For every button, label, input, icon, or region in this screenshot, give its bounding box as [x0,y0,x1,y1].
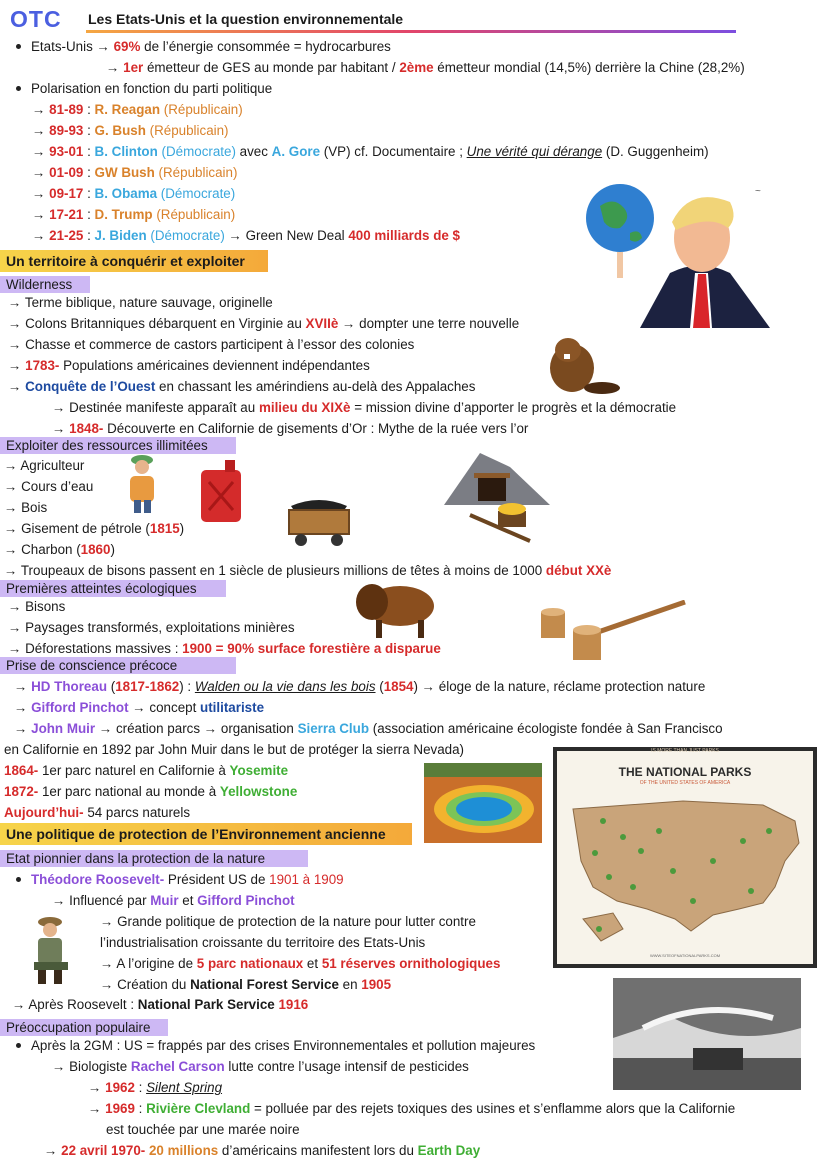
text: ( [375,679,384,694]
trump-globe-illustration [580,178,785,328]
text: utilitariste [200,700,265,715]
title-underline [86,30,736,33]
atteinte-line [8,640,441,658]
text: émetteur mondial (14,5%) derrière la Chine (28,2%) [433,60,745,75]
populaire-line [44,1142,480,1160]
party: (Républicain) [158,165,238,180]
party: (Républicain) [149,123,229,138]
text: Conquête de l’Ouest [25,379,156,394]
subsection-populaire: Préoccupation populaire [0,1019,168,1036]
tree-stumps-illustration [535,600,700,662]
text: → [88,1080,106,1095]
text: Polarisation en fonction du parti politique [31,81,273,96]
text: 22 avril 1970- [61,1143,146,1158]
gas-can-illustration [195,456,247,526]
text: et [178,893,198,908]
pionnier-line [12,871,344,889]
text: → [8,358,26,373]
president-row: → 81-89 : R. Reagan (Républicain) [32,102,243,117]
text: → création parcs → organisation [95,721,298,736]
text: → Troupeaux de bisons passent en 1 siècle de plusieurs millions de têtes à moins de 1000 [4,563,546,578]
gold-mine-illustration [440,445,560,545]
text: Earth Day [417,1143,481,1158]
ressource-item [4,541,115,559]
text: en [338,977,362,992]
text: → Déforestations massives : [8,641,183,656]
text: XVIIè [305,316,339,331]
intro-line-1 [12,38,391,56]
conscience-line [4,804,190,822]
text: ) [179,521,185,536]
text: (VP) cf. Documentaire ; [320,144,467,159]
ressource-item: → Agriculteur [4,458,85,473]
conscience-line [14,699,264,717]
text: → Charbon ( [4,542,81,557]
name: GW Bush [94,165,155,180]
section-title-politique: Une politique de protection de l’Environnement ancienne [0,823,412,845]
text: → Après Roosevelt : [12,997,138,1012]
text: en chassant les amérindiens au-delà des Appalaches [155,379,476,394]
text: → Destinée manifeste apparaît au [52,400,259,415]
text: → [88,1101,106,1116]
text: 1901 à 1909 [269,872,344,887]
text: ) : [179,679,195,694]
text: 1er [123,60,144,75]
populaire-line [52,1058,469,1076]
roosevelt-illustration [20,912,84,986]
text: → concept [128,700,201,715]
text: milieu du XIXè [258,400,351,415]
text: Rivière Clevland [146,1101,251,1116]
text: Théodore Roosevelt- [31,872,165,887]
river-fire-photo [613,978,801,1090]
text: 1783- [25,358,60,373]
pionnier-line [52,892,295,910]
text: Découverte en Californie de gisements d’Or : Mythe de la ruée vers l’or [103,421,529,436]
text: 5 parc nationaux [196,956,304,971]
populaire-line: est touchée par une marée noire [106,1122,300,1137]
beaver-illustration [540,332,620,396]
text: 1815 [149,521,180,536]
ressource-item [4,562,611,580]
film-title: Une vérité qui dérange [466,144,603,159]
ressource-item [4,520,184,538]
text: 1854 [383,679,414,694]
text: avec [235,144,272,159]
bullet-icon [16,44,21,49]
text: → [106,60,124,75]
text: 1872- [4,784,39,799]
text: 20 millions [145,1143,219,1158]
subsection-pionnier: Etat pionnier dans la protection de la nature [0,850,308,867]
text: → [8,379,26,394]
text: (association américaine écologiste fondée à San Francisco [369,721,723,736]
logo: OTC [10,6,62,32]
text: → Colons Britanniques débarquent en Virginie au [8,316,306,331]
text: Silent Spring [146,1080,223,1095]
conscience-line [4,783,297,801]
text: → Gisement de pétrole ( [4,521,150,536]
atteinte-line: → Paysages transformés, exploitations minières [8,620,295,635]
text: Walden ou la vie dans les bois [194,679,376,694]
years: 93-01 [49,144,84,159]
us-map-shape [563,791,807,951]
farmer-illustration [118,452,166,514]
president-row: → 93-01 : B. Clinton (Démocrate) avec A. Gore (VP) cf. Documentaire ; Une vérité qui dérange (D. Guggenheim) [32,144,709,159]
party: (Républicain) [156,207,236,222]
text: → A l’origine de [100,956,197,971]
text: ( [107,679,116,694]
page-title: Les Etats-Unis et la question environnementale [88,11,404,27]
name: D. Trump [94,207,153,222]
conscience-line [4,762,288,780]
populaire-line [12,1037,535,1055]
text: = polluée par des rejets toxiques des usines et s’enflamme alors que la Californie [250,1101,736,1116]
text: Yosemite [229,763,289,778]
years: 01-09 [49,165,84,180]
text: → [14,700,32,715]
text: 1er parc national au monde à [38,784,220,799]
text: lutte contre l’usage intensif de pesticides [224,1059,469,1074]
text: d’américains manifestent lors du [218,1143,418,1158]
text: 1848- [69,421,104,436]
text: : [134,1080,147,1095]
text: → dompter une terre nouvelle [338,316,520,331]
text: HD Thoreau [31,679,108,694]
atteinte-line: → Bisons [8,599,66,614]
name: B. Clinton [94,144,158,159]
president-row: → 01-09 : GW Bush (Républicain) [32,165,238,180]
years: 09-17 [49,186,84,201]
years: 21-25 [49,228,84,243]
text: ) [110,542,115,557]
name: R. Reagan [94,102,161,117]
text: → Influencé par [52,893,151,908]
wilderness-line: → Terme biblique, nature sauvage, originelle [8,295,273,310]
vp-name: A. Gore [271,144,321,159]
populaire-line [88,1100,735,1118]
text: → [44,1143,62,1158]
text: → [14,721,32,736]
years: 81-89 [49,102,84,117]
text: Gifford Pinchot [197,893,295,908]
pionnier-line [100,955,500,973]
svg-text:~: ~ [755,186,761,197]
text: ) → éloge de la nature, réclame protection nature [413,679,706,694]
pionnier-line: l’industrialisation croissante du territoire des Etats-Unis [100,935,426,950]
text: Gifford Pinchot [31,700,129,715]
text: John Muir [31,721,96,736]
bullet-icon [16,877,21,882]
pionnier-line: → Grande politique de protection de la nature pour lutter contre [100,914,476,929]
text: et [303,956,322,971]
name: B. Obama [94,186,158,201]
bison-illustration [350,578,446,640]
years: 17-21 [49,207,84,222]
amount: 400 milliards de $ [348,228,460,243]
text: 1er parc naturel en Californie à [38,763,230,778]
wilderness-line [8,357,370,375]
bullet-icon [16,86,21,91]
map-subtitle: OF THE UNITED STATES OF AMERICA [639,780,731,786]
president-row: → 89-93 : G. Bush (Républicain) [32,123,229,138]
text: de l’énergie consommée = hydrocarbures [140,39,391,54]
ressource-item: → Cours d’eau [4,479,94,494]
map-banner: IS MORE THAN JUST PARKS [651,748,719,754]
coal-cart-illustration [283,496,355,548]
populaire-line [88,1079,222,1097]
president-row: → 09-17 : B. Obama (Démocrate) [32,186,236,201]
text: 1969 [105,1101,135,1116]
text: 51 réserves ornithologiques [321,956,501,971]
text: 1900 = 90% surface forestière a disparue [182,641,441,656]
text: National Forest Service [190,977,339,992]
text: 54 parcs naturels [83,805,191,820]
text: (D. Guggenheim) [602,144,709,159]
text: Muir [150,893,179,908]
text: = mission divine d’apporter le progrès et la démocratie [350,400,677,415]
text: → Biologiste [52,1059,131,1074]
text: début XXè [545,563,612,578]
name: G. Bush [94,123,146,138]
national-parks-map [553,747,817,968]
text: Aujourd’hui- [4,805,84,820]
party: (Démocrate) [150,228,225,243]
wilderness-line [52,420,528,438]
text: → [52,421,70,436]
name: J. Biden [94,228,147,243]
intro-line-2 [106,59,745,77]
pionnier-line [100,976,391,994]
text: National Park Service [137,997,275,1012]
bullet-icon [16,1043,21,1048]
wilderness-line: → Chasse et commerce de castors participent à l’essor des colonies [8,337,415,352]
conscience-line [14,720,723,738]
text: Yellowstone [219,784,298,799]
pionnier-line [12,996,308,1014]
conscience-line [14,678,705,696]
years: 89-93 [49,123,84,138]
party: (Démocrate) [161,144,236,159]
text: 1962 [105,1080,135,1095]
wilderness-line [52,399,676,417]
text: : [134,1101,147,1116]
party: (Républicain) [163,102,243,117]
text: Populations américaines deviennent indépendantes [59,358,370,373]
text: → Création du [100,977,191,992]
map-footer: WWW.SITEOFNATIONALPARKS.COM [649,953,721,958]
subsection-atteintes: Premières atteintes écologiques [0,580,226,597]
text: 69% [113,39,141,54]
text: 1916 [274,997,309,1012]
text: 1860 [80,542,111,557]
wilderness-line [8,315,519,333]
text: 2ème [399,60,434,75]
text: Après la 2GM : US = frappés par des crises Environnementales et pollution majeures [31,1038,536,1053]
text: → [14,679,32,694]
text: Président US de [164,872,270,887]
subsection-wilderness: Wilderness [0,276,90,293]
president-row: → 17-21 : D. Trump (Républicain) [32,207,236,222]
section-title-territoire: Un territoire à conquérir et exploiter [0,250,268,272]
text: 1817-1862 [115,679,180,694]
text: Sierra Club [297,721,370,736]
party: (Démocrate) [160,186,236,201]
text: 1864- [4,763,39,778]
intro-line-3 [12,80,272,98]
yellowstone-photo [424,763,542,843]
text: → Green New Deal [224,228,349,243]
wilderness-line [8,378,475,396]
text: Rachel Carson [130,1059,225,1074]
president-row: → 21-25 : J. Biden (Démocrate) → Green New Deal 400 milliards de $ [32,228,460,243]
subsection-conscience: Prise de conscience précoce [0,657,236,674]
map-title: THE NATIONAL PARKS [618,765,752,779]
text: émetteur de GES au monde par habitant / [143,60,400,75]
ressource-item: → Bois [4,500,48,515]
conscience-line: en Californie en 1892 par John Muir dans le but de protéger la sierra Nevada) [4,742,465,757]
subsection-ressources: Exploiter des ressources illimitées [0,437,236,454]
text: 1905 [361,977,392,992]
text: Etats-Unis → [31,39,114,54]
